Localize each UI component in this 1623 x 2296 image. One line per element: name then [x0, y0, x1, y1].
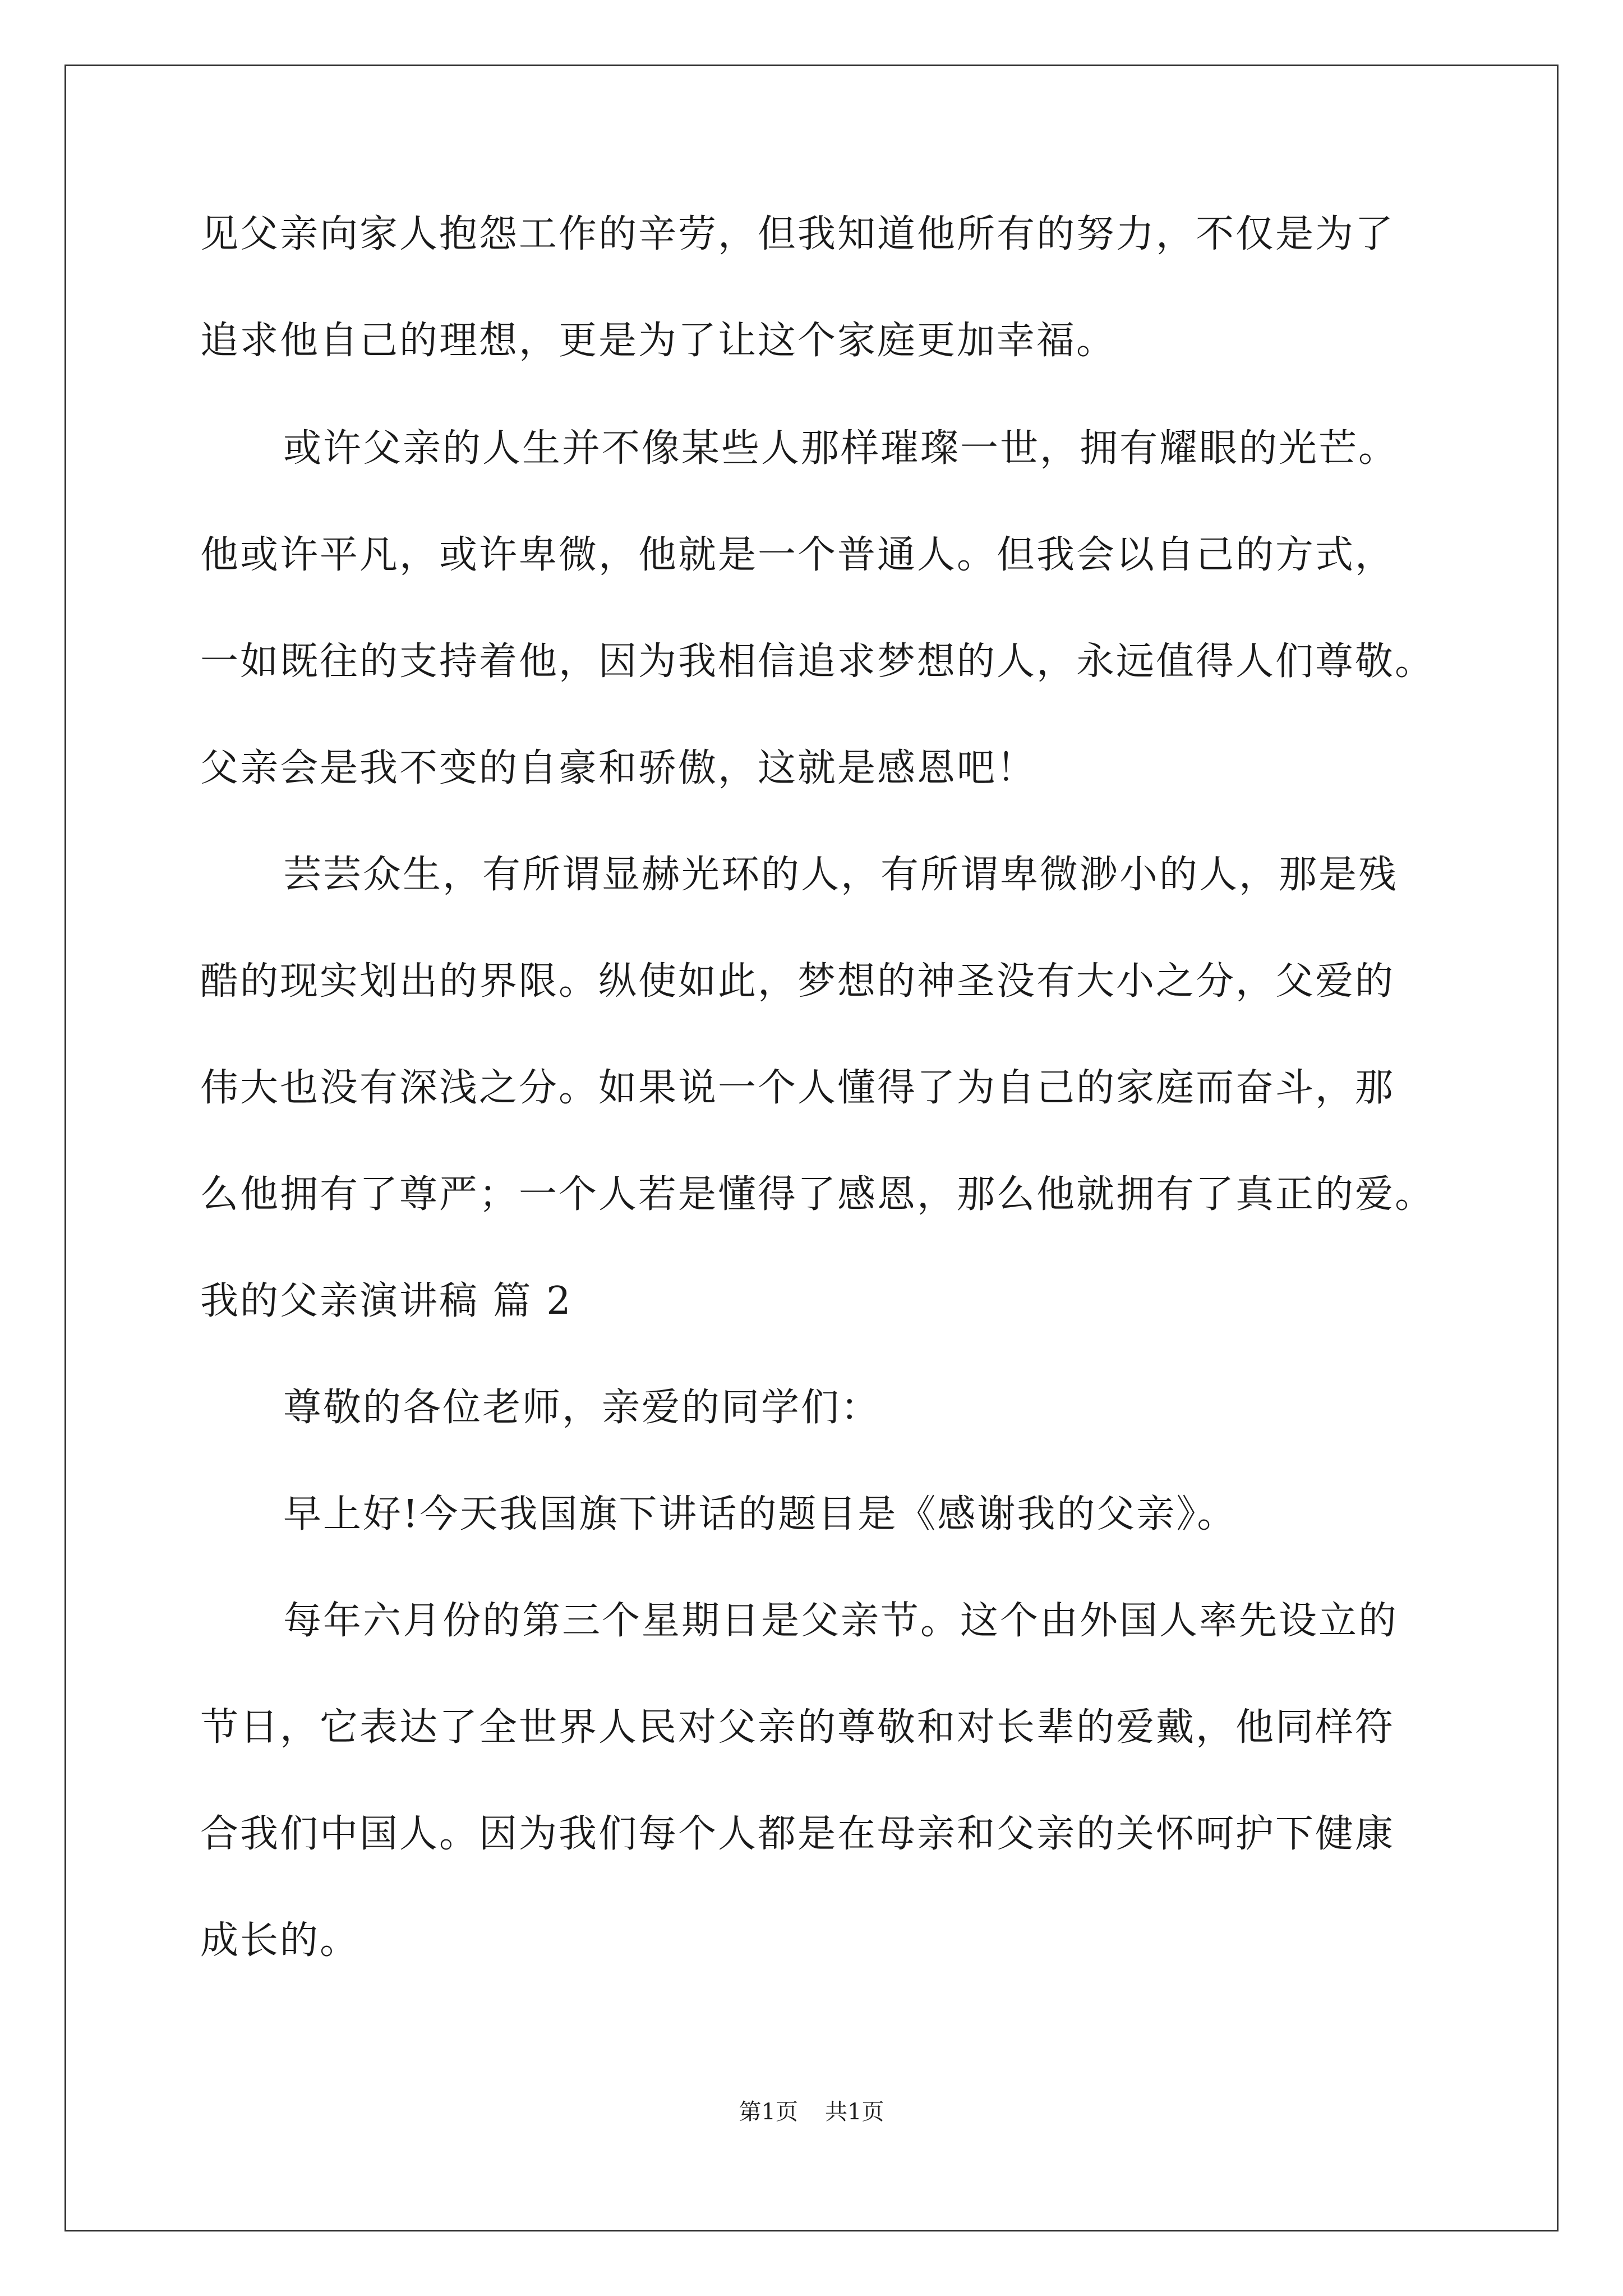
- text-line: 么他拥有了尊严；一个人若是懂得了感恩，那么他就拥有了真正的爱。: [200, 1172, 1435, 1217]
- page-total: 共1页: [825, 2099, 884, 2125]
- text-line: 酷的现实划出的界限。纵使如此，梦想的神圣没有大小之分，父爱的: [200, 959, 1395, 1004]
- salutation: 尊敬的各位老师，亲爱的同学们：: [283, 1386, 881, 1430]
- paragraph-start: 或许父亲的人生并不像某些人那样璀璨一世，拥有耀眼的光芒。: [283, 426, 1399, 471]
- page-number: 第1页: [739, 2099, 798, 2125]
- text-line: 合我们中国人。因为我们每个人都是在母亲和父亲的关怀呵护下健康: [200, 1812, 1395, 1856]
- text-line: 父亲会是我不变的自豪和骄傲，这就是感恩吧！: [200, 746, 1037, 790]
- text-line: 追求他自己的理想，更是为了让这个家庭更加幸福。: [200, 319, 1117, 363]
- section-heading: 我的父亲演讲稿 篇 2: [200, 1279, 573, 1323]
- text-line: 伟大也没有深浅之分。如果说一个人懂得了为自己的家庭而奋斗，那: [200, 1066, 1395, 1110]
- text-line: 节日，它表达了全世界人民对父亲的尊敬和对长辈的爱戴，他同样符: [200, 1705, 1395, 1750]
- text-line: 他或许平凡，或许卑微，他就是一个普通人。但我会以自己的方式，: [200, 533, 1395, 577]
- text-line: 成长的。: [200, 1918, 360, 1963]
- paragraph-start: 早上好!今天我国旗下讲话的题目是《感谢我的父亲》。: [283, 1492, 1237, 1536]
- page-footer: [0, 2098, 1623, 2126]
- text-line: 一如既往的支持着他，因为我相信追求梦想的人，永远值得人们尊敬。: [200, 639, 1435, 684]
- page-border: [64, 65, 1559, 2231]
- text-line: 见父亲向家人抱怨工作的辛劳，但我知道他所有的努力，不仅是为了: [200, 212, 1395, 256]
- paragraph-start: 每年六月份的第三个星期日是父亲节。这个由外国人率先设立的: [283, 1599, 1399, 1643]
- paragraph-start: 芸芸众生，有所谓显赫光环的人，有所谓卑微渺小的人，那是残: [283, 853, 1399, 897]
